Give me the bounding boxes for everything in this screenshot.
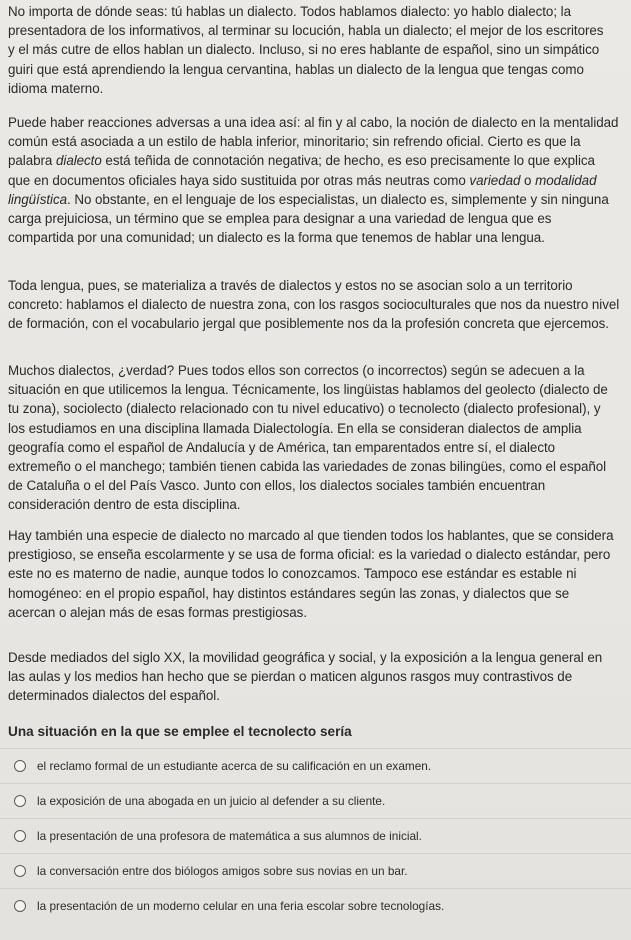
- paragraph-6: Desde mediados del siglo XX, la movilidad geográfica y social, y la exposición a la lengua general en las aulas y los medios han hecho que se pierdan o maticen algunos rasgos muy contrastivos de determinados dialectos del español.: [8, 650, 603, 704]
- answer-option[interactable]: [0, 783, 631, 818]
- paragraph-2-part-c: o: [520, 172, 536, 188]
- term-variedad: variedad: [469, 172, 521, 188]
- paragraph-2: [8, 113, 620, 247]
- answer-option-label: la presentación de un moderno celular en una feria escolar sobre tecnologías.: [37, 898, 445, 913]
- radio-button-icon[interactable]: [14, 900, 26, 912]
- answer-option-label: la presentación de una profesora de matemática a sus alumnos de inicial.: [37, 828, 422, 843]
- paragraph-4: Muchos dialectos, ¿verdad? Pues todos ellos son correctos (o incorrectos) según se adecuen a la situación en que utilicemos la lengua. Técnicamente, los lingüistas hablamos del geolecto (dialecto de tu zona), sociolecto (dialecto relacionado con tu nivel educativo) o tecnolecto (dialecto profesional), y los estudiamos en una disciplina llamada Dialectología. En ella se consideran dialectos de amplia geografía como el español de Andalucía y de América, tan emparentados entre sí, el dialecto extremeño o el manchego; también tienen cabida las variedades de zonas bilingües, como el español de Cataluña o el del País Vasco. Junto con ellos, los dialectos sociales también encuentran consideración dentro de esta disciplina.: [8, 363, 608, 513]
- answer-option[interactable]: [0, 853, 631, 888]
- answer-option-label: el reclamo formal de un estudiante acerca de su calificación en un examen.: [37, 758, 432, 773]
- answer-option[interactable]: [0, 888, 631, 923]
- answer-option-label: la exposición de una abogada en un juicio al defender a su cliente.: [37, 793, 386, 808]
- paragraph-2-part-b: está teñida de connotación negativa; de hecho, es eso precisamente lo que explica que en documentos oficiales haya sido sustituida por otras más neutras como: [8, 153, 595, 188]
- paragraph-3: Toda lengua, pues, se materializa a través de dialectos y estos no se asocian solo a un territorio concreto: hablamos el dialecto de nuestra zona, con los rasgos socioculturales que nos da nuestro nivel de formación, con el vocabulario jergal que posiblemente nos da la profesión concreta que ejercemos.: [8, 278, 620, 332]
- radio-button-icon[interactable]: [14, 865, 26, 877]
- paragraph-2-part-a: Puede haber reacciones adversas a una idea así: al fin y al cabo, la noción de dialecto en la mentalidad común está asociada a un estilo de habla inferior, minoritario; sin refrendo oficial. Cierto es que la palabra: [8, 115, 619, 169]
- answer-option[interactable]: [0, 748, 631, 783]
- paragraph-5: Hay también una especie de dialecto no marcado al que tienden todos los hablantes, que se considera prestigioso, se enseña escolarmente y se usa de forma oficial: es la variedad o dialecto estándar, pero este no es materno de nadie, aunque todos lo conozcamos. Tampoco ese estándar es estable ni homogéneo: en el propio español, hay distintos estándares según las zonas, y dialectos que se acercan o alejan más de esas formas prestigiosas.: [8, 528, 614, 620]
- paragraph-1: No importa de dónde seas: tú hablas un dialecto. Todos hablamos dialecto: yo hablo dialecto; la presentadora de los informativos, al terminar su locución, habla un dialecto; el mejor de los escritores y el más cutre de ellos hablan un dialecto. Incluso, si no eres hablante de español, sino un simpático guiri que está aprendiendo la lengua cervantina, hablas un dialecto de la lengua que tengas como idioma materno.: [8, 4, 604, 96]
- answer-option-label: la conversación entre dos biólogos amigos sobre sus novias en un bar.: [37, 863, 408, 878]
- term-dialecto: dialecto: [56, 153, 102, 169]
- radio-button-icon[interactable]: [14, 795, 26, 807]
- answer-option[interactable]: [0, 818, 631, 853]
- radio-button-icon[interactable]: [14, 830, 26, 842]
- term-modalidad-linguistica: modalidad lingüística: [8, 172, 597, 207]
- question-prompt: Una situación en la que se emplee el tecnolecto sería: [8, 724, 352, 739]
- radio-button-icon[interactable]: [14, 760, 26, 772]
- answer-options: [0, 748, 631, 923]
- paragraph-2-part-d: . No obstante, en el lenguaje de los especialistas, un dialecto es, simplemente y sin ninguna carga prejuiciosa, un término que se emplea para designar a una variedad de lengua que es compartida por una comunidad; un dialecto es la forma que tenemos de hablar una lengua.: [8, 191, 609, 246]
